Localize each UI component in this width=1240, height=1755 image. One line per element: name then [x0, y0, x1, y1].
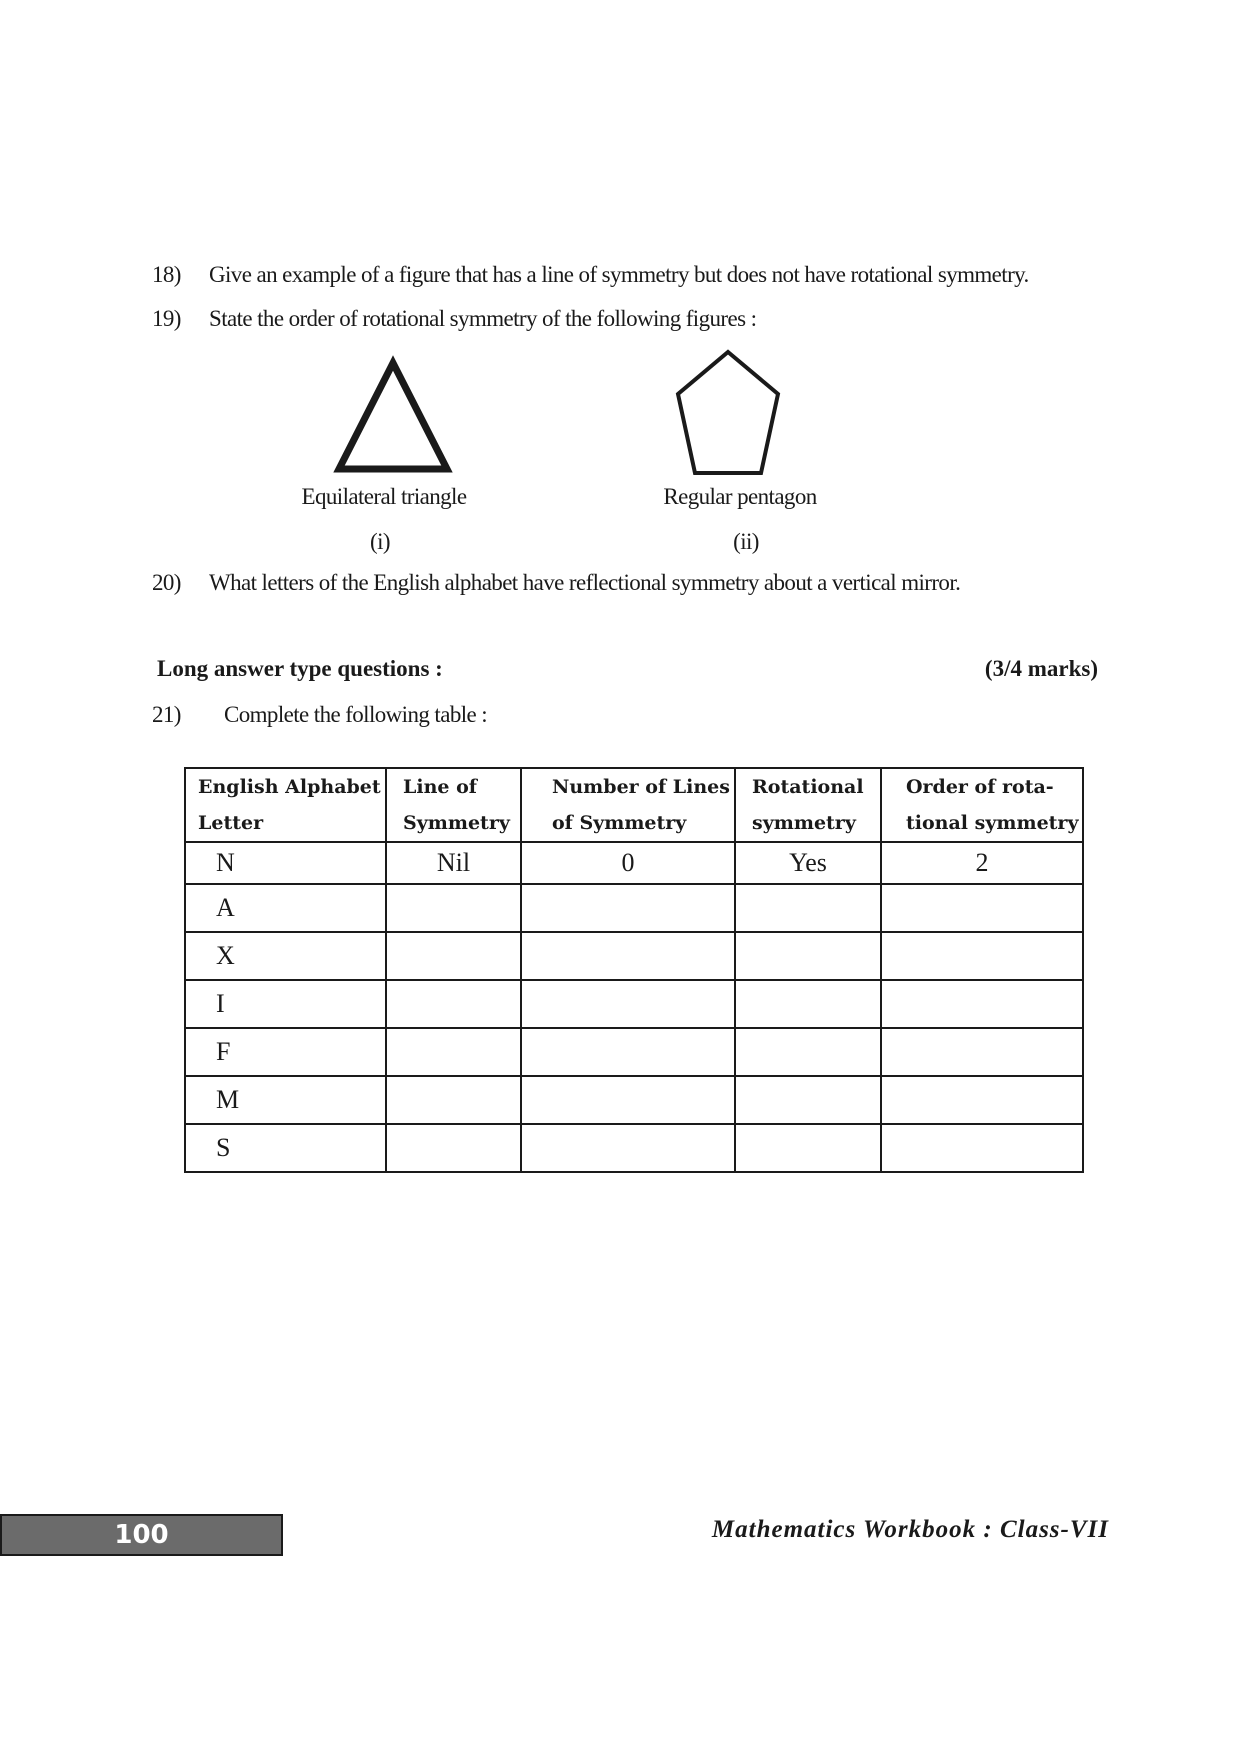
- equilateral-triangle-figure: [333, 355, 453, 475]
- cell-line-of-symmetry[interactable]: [386, 1076, 521, 1124]
- question-number: 21): [152, 702, 181, 727]
- cell-number-of-lines[interactable]: [521, 1076, 735, 1124]
- cell-number-of-lines[interactable]: [521, 1124, 735, 1172]
- cell-line-of-symmetry: Nil: [386, 842, 521, 884]
- cell-order-of-rotation: 2: [881, 842, 1083, 884]
- table-row: [185, 980, 1083, 1028]
- cell-rotational-symmetry: Yes: [735, 842, 881, 884]
- section-marks: (3/4 marks): [984, 656, 1098, 681]
- table-row: [185, 1028, 1083, 1076]
- cell-rotational-symmetry[interactable]: [735, 1076, 881, 1124]
- cell-letter: X: [185, 932, 386, 980]
- cell-line-of-symmetry[interactable]: [386, 1028, 521, 1076]
- cell-rotational-symmetry[interactable]: [735, 980, 881, 1028]
- cell-line-of-symmetry[interactable]: [386, 1124, 521, 1172]
- cell-letter: M: [185, 1076, 386, 1124]
- figure-caption: Regular pentagon: [663, 484, 817, 509]
- cell-rotational-symmetry[interactable]: [735, 932, 881, 980]
- section-title: Long answer type questions :: [157, 656, 443, 681]
- header-letter: English Alphabet Letter: [185, 768, 386, 842]
- table-header-row: [185, 768, 1083, 842]
- table-row: [185, 1076, 1083, 1124]
- header-number-of-lines: Number of Lines of Symmetry: [521, 768, 735, 842]
- header-line-of-symmetry: Line of Symmetry: [386, 768, 521, 842]
- cell-letter: A: [185, 884, 386, 932]
- page-number: 100: [0, 1514, 283, 1556]
- figure-caption: Equilateral triangle: [301, 484, 467, 509]
- cell-letter: S: [185, 1124, 386, 1172]
- header-order-of-rotation: Order of rota- tional symmetry: [881, 768, 1083, 842]
- cell-order-of-rotation[interactable]: [881, 1124, 1083, 1172]
- book-title: Mathematics Workbook : Class-VII: [711, 1516, 1109, 1543]
- question-text: What letters of the English alphabet have reflectional symmetry about a vertical mirror.: [209, 570, 961, 595]
- cell-order-of-rotation[interactable]: [881, 980, 1083, 1028]
- cell-line-of-symmetry[interactable]: [386, 932, 521, 980]
- header-rotational-symmetry: Rotational symmetry: [735, 768, 881, 842]
- question-text: Complete the following table :: [224, 702, 488, 727]
- cell-order-of-rotation[interactable]: [881, 932, 1083, 980]
- table-row: [185, 932, 1083, 980]
- cell-number-of-lines: 0: [521, 842, 735, 884]
- cell-number-of-lines[interactable]: [521, 980, 735, 1028]
- cell-line-of-symmetry[interactable]: [386, 884, 521, 932]
- table-row: [185, 1124, 1083, 1172]
- cell-rotational-symmetry[interactable]: [735, 884, 881, 932]
- cell-rotational-symmetry[interactable]: [735, 1028, 881, 1076]
- question-number: 18): [152, 262, 181, 287]
- table-row: [185, 842, 1083, 884]
- cell-letter: F: [185, 1028, 386, 1076]
- question-text: Give an example of a figure that has a line of symmetry but does not have rotational symmetry.: [209, 262, 1029, 287]
- figure-label: (i): [370, 529, 390, 554]
- question-number: 20): [152, 570, 181, 595]
- cell-letter: I: [185, 980, 386, 1028]
- cell-order-of-rotation[interactable]: [881, 1076, 1083, 1124]
- cell-number-of-lines[interactable]: [521, 932, 735, 980]
- table-row: [185, 884, 1083, 932]
- cell-line-of-symmetry[interactable]: [386, 980, 521, 1028]
- regular-pentagon-figure: [668, 345, 788, 479]
- cell-number-of-lines[interactable]: [521, 1028, 735, 1076]
- figure-label: (ii): [733, 529, 759, 554]
- question-number: 19): [152, 306, 181, 331]
- cell-order-of-rotation[interactable]: [881, 884, 1083, 932]
- cell-rotational-symmetry[interactable]: [735, 1124, 881, 1172]
- cell-number-of-lines[interactable]: [521, 884, 735, 932]
- question-text: State the order of rotational symmetry of the following figures :: [209, 306, 757, 331]
- symmetry-table: [184, 767, 1084, 1173]
- cell-order-of-rotation[interactable]: [881, 1028, 1083, 1076]
- cell-letter: N: [185, 842, 386, 884]
